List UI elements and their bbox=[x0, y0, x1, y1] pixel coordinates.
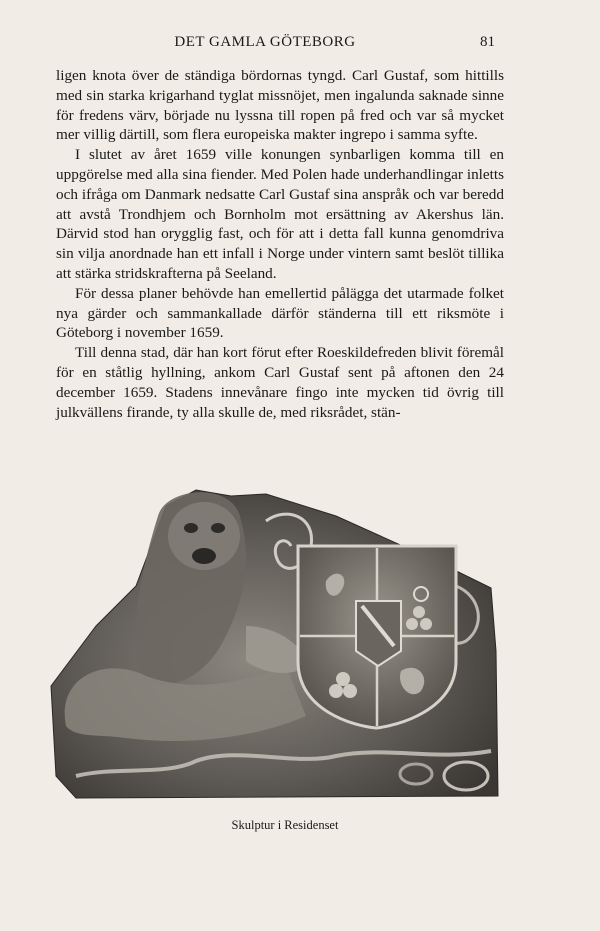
paragraph: För dessa planer behövde han emellertid pålägga det utarmade folket nya gärder och sammankallade därför ständerna till ett riksmöte i Göteborg i november 1659. bbox=[56, 284, 504, 342]
running-title: DET GAMLA GÖTEBORG bbox=[174, 34, 356, 50]
paragraph: I slutet av året 1659 ville konungen synbarligen komma till en uppgörelse med alla sina fiender. Med Polen hade underhandlingar inletts och ifråga om Danmark nedsatte Carl Gustaf sina anspråk och var beredd att avstå Trondhjem och Bornholm mot ersättning av Akershus län. Därvid stod han orygglig fast, och för att i detta fall kunna genomdriva sin vilja anordnade han ett infall i Norge under vintern samt beslöt tillika att stärka stridskrafterna på Seeland. bbox=[56, 146, 504, 282]
page-header bbox=[0, 34, 600, 54]
page-number: 81 bbox=[480, 34, 495, 50]
paragraph: ligen knota över de ständiga bördornas tyngd. Carl Gustaf, som hittills med sin starka krigarhand tyglat missnöjet, men ingalunda saknade sinne för fredens värv, började nu lyssna till ropen på fred och var så mycket mer villig därtill, som flera europeiska makter ingrepo i samma syfte. bbox=[56, 67, 504, 144]
body-text bbox=[56, 66, 504, 422]
sculpture-photo bbox=[36, 476, 502, 806]
paragraph: Till denna stad, där han kort förut efter Roeskildefreden blivit föremål för en ståtlig hyllning, ankom Carl Gustaf sent på aftonen den 24 december 1659. Stadens innevånare fingo inte mycken tid övrig till julkvällens firande, ty alla skulle de, med riksrådet, stän- bbox=[56, 344, 504, 421]
figure-caption: Skulptur i Residenset bbox=[231, 818, 339, 832]
